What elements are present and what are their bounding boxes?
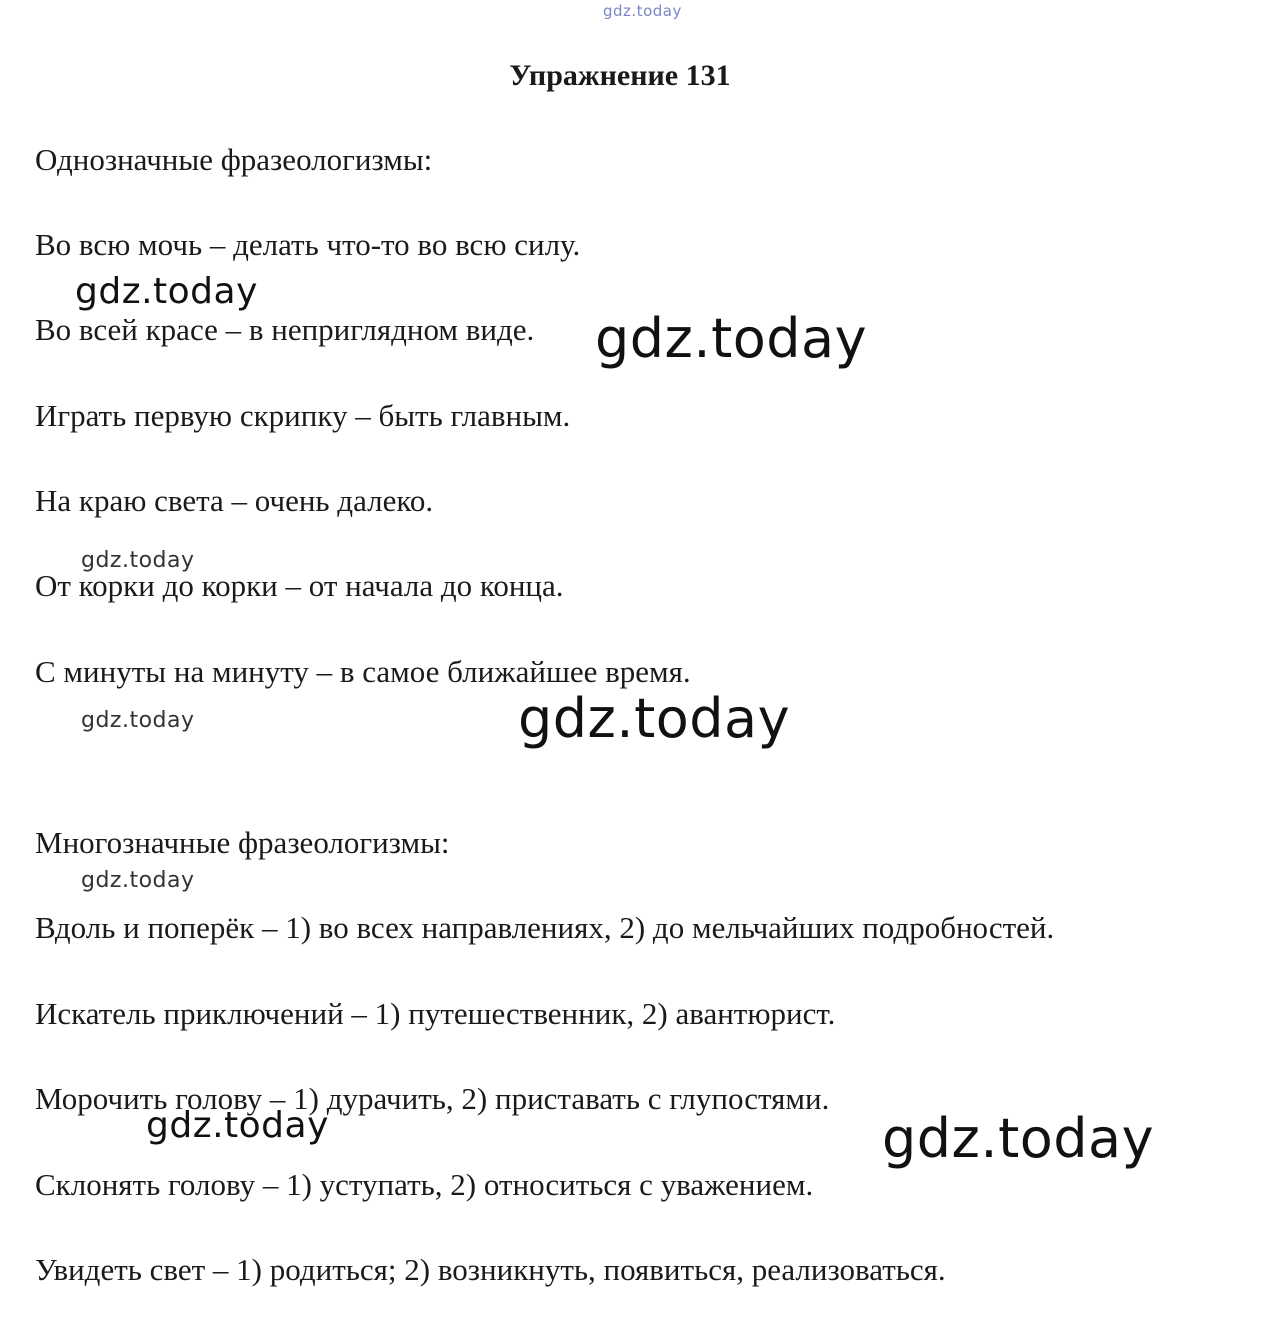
- list-item: От корки до корки – от начала до конца.: [35, 568, 564, 603]
- list-item: На краю света – очень далеко.: [35, 483, 434, 518]
- list-item: Во всей красе – в неприглядном виде.: [35, 312, 535, 347]
- list-item: С минуты на минуту – в самое ближайшее время.: [35, 654, 691, 689]
- watermark: gdz.today: [146, 1105, 329, 1146]
- list-item: Склонять голову – 1) уступать, 2) относиться с уважением.: [35, 1167, 814, 1202]
- list-item: Морочить голову – 1) дурачить, 2) приставать с глупостями.: [35, 1081, 830, 1116]
- list-item: Увидеть свет – 1) родиться; 2) возникнуть, появиться, реализоваться.: [35, 1252, 946, 1287]
- section-heading-multi-meaning: Многозначные фразеологизмы:: [35, 825, 450, 860]
- watermark: gdz.today: [75, 271, 258, 312]
- watermark: gdz.today: [882, 1107, 1155, 1170]
- watermark: gdz.today: [81, 548, 195, 573]
- list-item: Во всю мочь – делать что-то во всю силу.: [35, 227, 581, 262]
- watermark: gdz.today: [595, 307, 868, 370]
- page-title: Упражнение 131: [509, 59, 731, 92]
- watermark: gdz.today: [81, 708, 195, 733]
- watermark-top: gdz.today: [603, 2, 682, 20]
- watermark: gdz.today: [81, 868, 195, 893]
- list-item: Играть первую скрипку – быть главным.: [35, 398, 571, 433]
- list-item: Искатель приключений – 1) путешественник, 2) авантюрист.: [35, 996, 836, 1031]
- watermark: gdz.today: [518, 687, 791, 750]
- list-item: Вдоль и поперёк – 1) во всех направлениях, 2) до мельчайших подробностей.: [35, 910, 1055, 945]
- section-heading-single-meaning: Однозначные фразеологизмы:: [35, 142, 433, 177]
